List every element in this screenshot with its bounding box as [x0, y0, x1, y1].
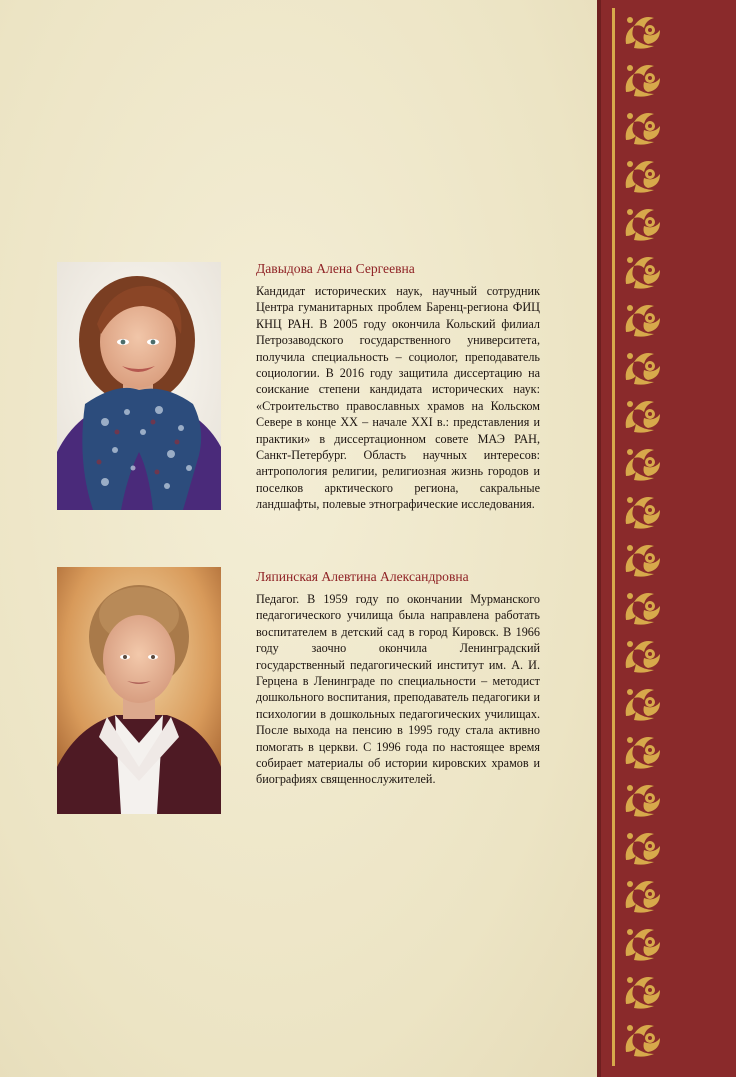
bio-block-davydova: [256, 260, 540, 513]
portrait-davydova: [57, 262, 221, 510]
floral-ornament-icon: [620, 1018, 664, 1058]
floral-ornament-icon: [620, 874, 664, 914]
floral-ornament-icon: [620, 298, 664, 338]
floral-ornament-icon: [620, 346, 664, 386]
person-bio: Педагог. В 1959 году по окончании Мурманского педагогического училища была направлена работать воспитателем в детский сад в город Кировск. В 1966 году заочно окончила Ленинградский государственный педагогический институт им. А. И. Герцена в Ленинграде по специальности – методист дошкольного воспитания, преподаватель педагогики и психологии в дошкольных педагогических училищах. После выхода на пенсию в 1995 году стала активно помогать в церкви. С 1996 года по настоящее время собирает материалы об истории кировских храмов и биографиях священнослужителей.: [256, 592, 540, 787]
floral-ornament-icon: [620, 442, 664, 482]
floral-ornament-icon: [620, 634, 664, 674]
floral-ornament-icon: [620, 154, 664, 194]
floral-ornament-icon: [620, 970, 664, 1010]
floral-ornament-icon: [620, 250, 664, 290]
floral-ornament-icon: [620, 394, 664, 434]
floral-ornament-icon: [620, 538, 664, 578]
person-name: Давыдова Алена Сергеевна: [256, 261, 415, 276]
floral-ornament-icon: [620, 778, 664, 818]
floral-ornament-icon: [620, 10, 664, 50]
floral-ornament-icon: [620, 826, 664, 866]
floral-ornament-icon: [620, 202, 664, 242]
gold-border-line: [612, 8, 615, 1066]
floral-ornament-icon: [620, 106, 664, 146]
bio-block-lyapinskaya: [256, 568, 540, 788]
ornament-column: [620, 10, 670, 1070]
floral-ornament-icon: [620, 490, 664, 530]
person-name: Ляпинская Алевтина Александровна: [256, 569, 469, 584]
portrait-lyapinskaya: [57, 567, 221, 814]
floral-ornament-icon: [620, 682, 664, 722]
floral-ornament-icon: [620, 586, 664, 626]
person-bio: Кандидат исторических наук, научный сотрудник Центра гуманитарных проблем Баренц-региона ФИЦ КНЦ РАН. В 2005 году окончила Кольский филиал Петрозаводского государственного университета, получила специальность – социолог, преподаватель социологии. В 2016 году защитила диссертацию на соискание степени кандидата исторических наук: «Строительство православных храмов на Кольском Севере в конце XX – начале XXI в.: представления и практики» в диссертационном совете МАЭ РАН, Санкт-Петербург. Область научных интересов: антропология религии, религиозная жизнь городов и поселков арктического региона, сакральные ландшафты, полевые этнографические исследования.: [256, 284, 540, 512]
floral-ornament-icon: [620, 922, 664, 962]
floral-ornament-icon: [620, 58, 664, 98]
floral-ornament-icon: [620, 730, 664, 770]
